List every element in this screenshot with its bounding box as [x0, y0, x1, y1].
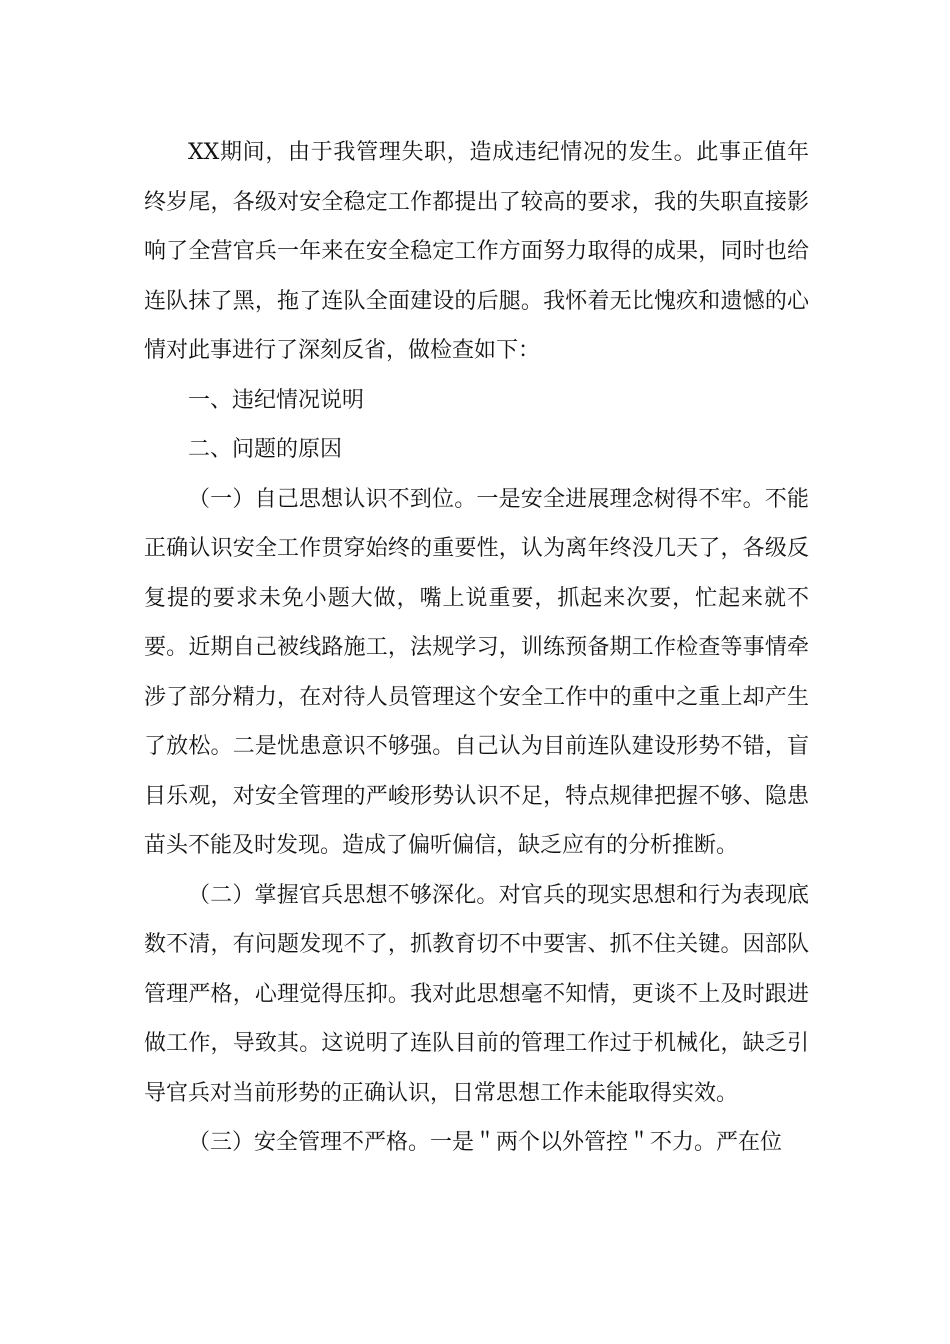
document-body	[144, 128, 809, 1168]
section-heading-problem-causes: 二、问题的原因	[188, 437, 343, 462]
reason-paragraph-2: （二）掌握官兵思想不够深化。对官兵的现实思想和行为表现底数不清，有问题发现不了，抓教育切不中要害、抓不住关键。因部队管理严格，心理觉得压抑。我对此思想毫不知情，更谈不上及时跟进做工作，导致其。这说明了连队目前的管理工作过于机械化，缺乏引导官兵对当前形势的正确认识，日常思想工作未能取得实效。	[144, 882, 809, 1106]
intro-paragraph: XX期间，由于我管理失职，造成违纪情况的发生。此事正值年终岁尾，各级对安全稳定工作都提出了较高的要求，我的失职直接影响了全营官兵一年来在安全稳定工作方面努力取得的成果，同时也给连队抹了黑，拖了连队全面建设的后腿。我怀着无比愧疚和遗憾的心情对此事进行了深刻反省，做检查如下：	[144, 140, 809, 363]
reason-paragraph-3: （三）安全管理不严格。一是＂两个以外管控＂不力。严在位	[188, 1130, 783, 1155]
section-heading-violation-description: 一、违纪情况说明	[188, 387, 365, 413]
reason-paragraph-1: （一）自己思想认识不到位。一是安全进展理念树得不牢。不能正确认识安全工作贯穿始终的重要性，认为离年终没几天了，各级反复提的要求未免小题大做，嘴上说重要，抓起来次要，忙起来就不要。近期自己被线路施工，法规学习，训练预备期工作检查等事情牵涉了部分精力，在对待人员管理这个安全工作中的重中之重上却产生了放松。二是忧患意识不够强。自己认为目前连队建设形势不错，盲目乐观，对安全管理的严峻形势认识不足，特点规律把握不够、隐患苗头不能及时发现。造成了偏听偏信，缺乏应有的分析推断。	[144, 486, 809, 858]
